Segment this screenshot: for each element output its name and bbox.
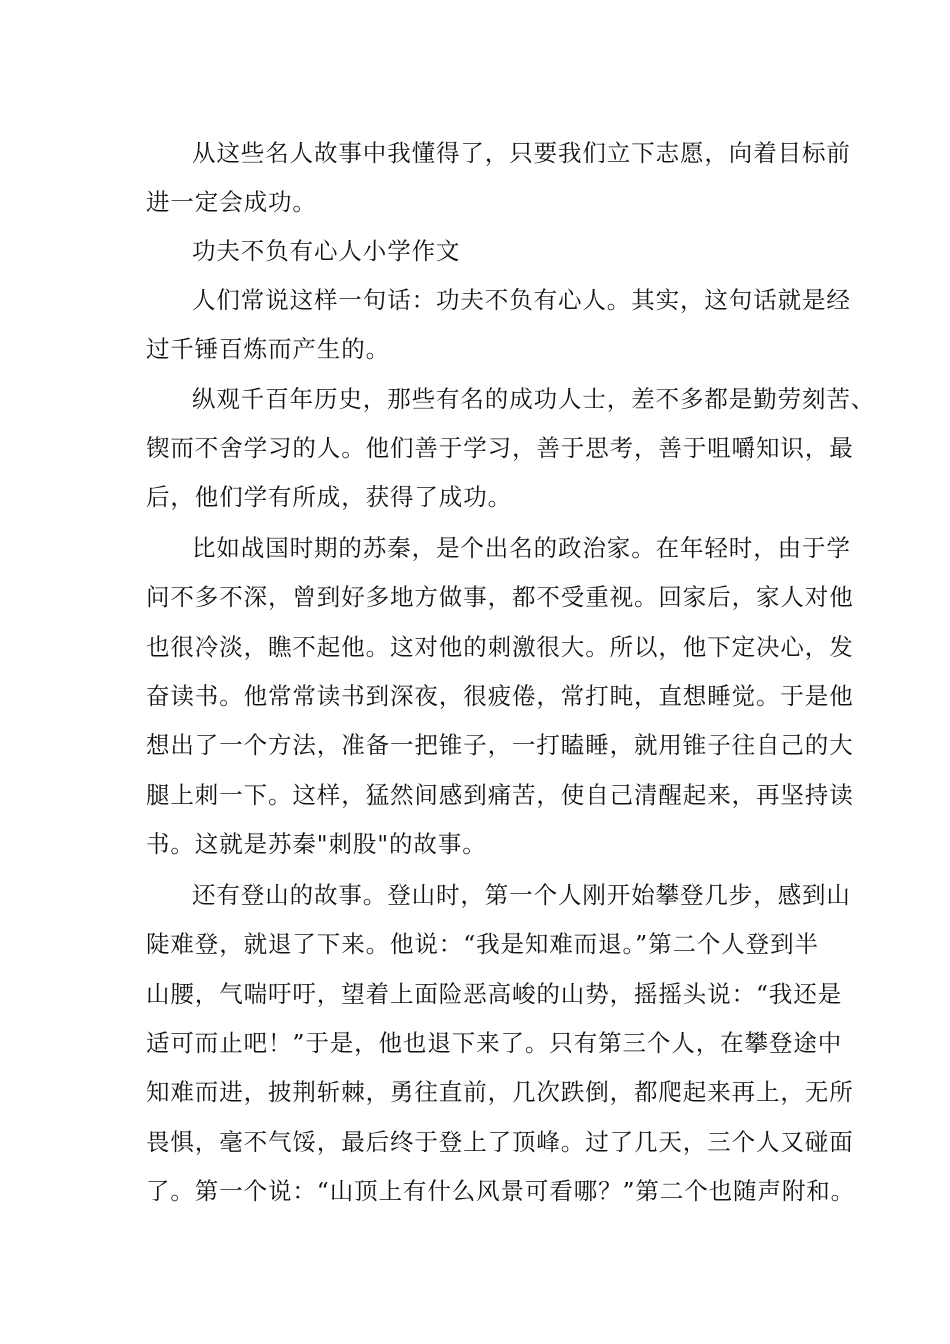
text-line: 人们常说这样一句话：功夫不负有心人。其实，这句话就是经 (192, 286, 851, 314)
text-line: 纵观千百年历史，那些有名的成功人士，差不多都是勤劳刻苦、 (192, 385, 876, 413)
text-line: 山腰，气喘吁吁，望着上面险恶高峻的山势，摇摇头说：“我还是 (146, 980, 843, 1008)
text-line: 进一定会成功。 (146, 188, 317, 216)
text-line: 陡难登，就退了下来。他说：“我是知难而退。”第二个人登到半 (146, 930, 819, 958)
essay-title: 功夫不负有心人小学作文 (192, 237, 461, 265)
text-line: 想出了一个方法，准备一把锥子，一打瞌睡，就用锥子往自己的大 (146, 731, 854, 759)
text-line: 从这些名人故事中我懂得了，只要我们立下志愿，向着目标前 (192, 139, 851, 167)
text-line: 适可而止吧！”于是，他也退下来了。只有第三个人，在攀登途中 (146, 1029, 843, 1057)
text-line: 了。第一个说：“山顶上有什么风景可看哪？”第二个也随声附和。 (146, 1177, 856, 1205)
text-line: 问不多不深，曾到好多地方做事，都不受重视。回家后，家人对他 (146, 583, 854, 611)
text-line: 知难而进，披荆斩棘，勇往直前，几次跌倒，都爬起来再上，无所 (146, 1078, 854, 1106)
text-line: 也很冷淡，瞧不起他。这对他的刺激很大。所以，他下定决心，发 (146, 633, 854, 661)
text-line: 畏惧，毫不气馁，最后终于登上了顶峰。过了几天，三个人又碰面 (146, 1128, 854, 1156)
text-line: 书。这就是苏秦"刺股"的故事。 (146, 830, 487, 858)
text-line: 锲而不舍学习的人。他们善于学习，善于思考，善于咀嚼知识，最 (146, 434, 854, 462)
text-line: 腿上刺一下。这样，猛然间感到痛苦，使自己清醒起来，再坚持读 (146, 781, 854, 809)
text-line: 比如战国时期的苏秦，是个出名的政治家。在年轻时，由于学 (192, 534, 851, 562)
text-line: 后，他们学有所成，获得了成功。 (146, 483, 512, 511)
text-line: 还有登山的故事。登山时，第一个人刚开始攀登几步，感到山 (192, 881, 851, 909)
text-line: 过千锤百炼而产生的。 (146, 335, 390, 363)
text-line: 奋读书。他常常读书到深夜，很疲倦，常打盹，直想睡觉。于是他 (146, 682, 854, 710)
